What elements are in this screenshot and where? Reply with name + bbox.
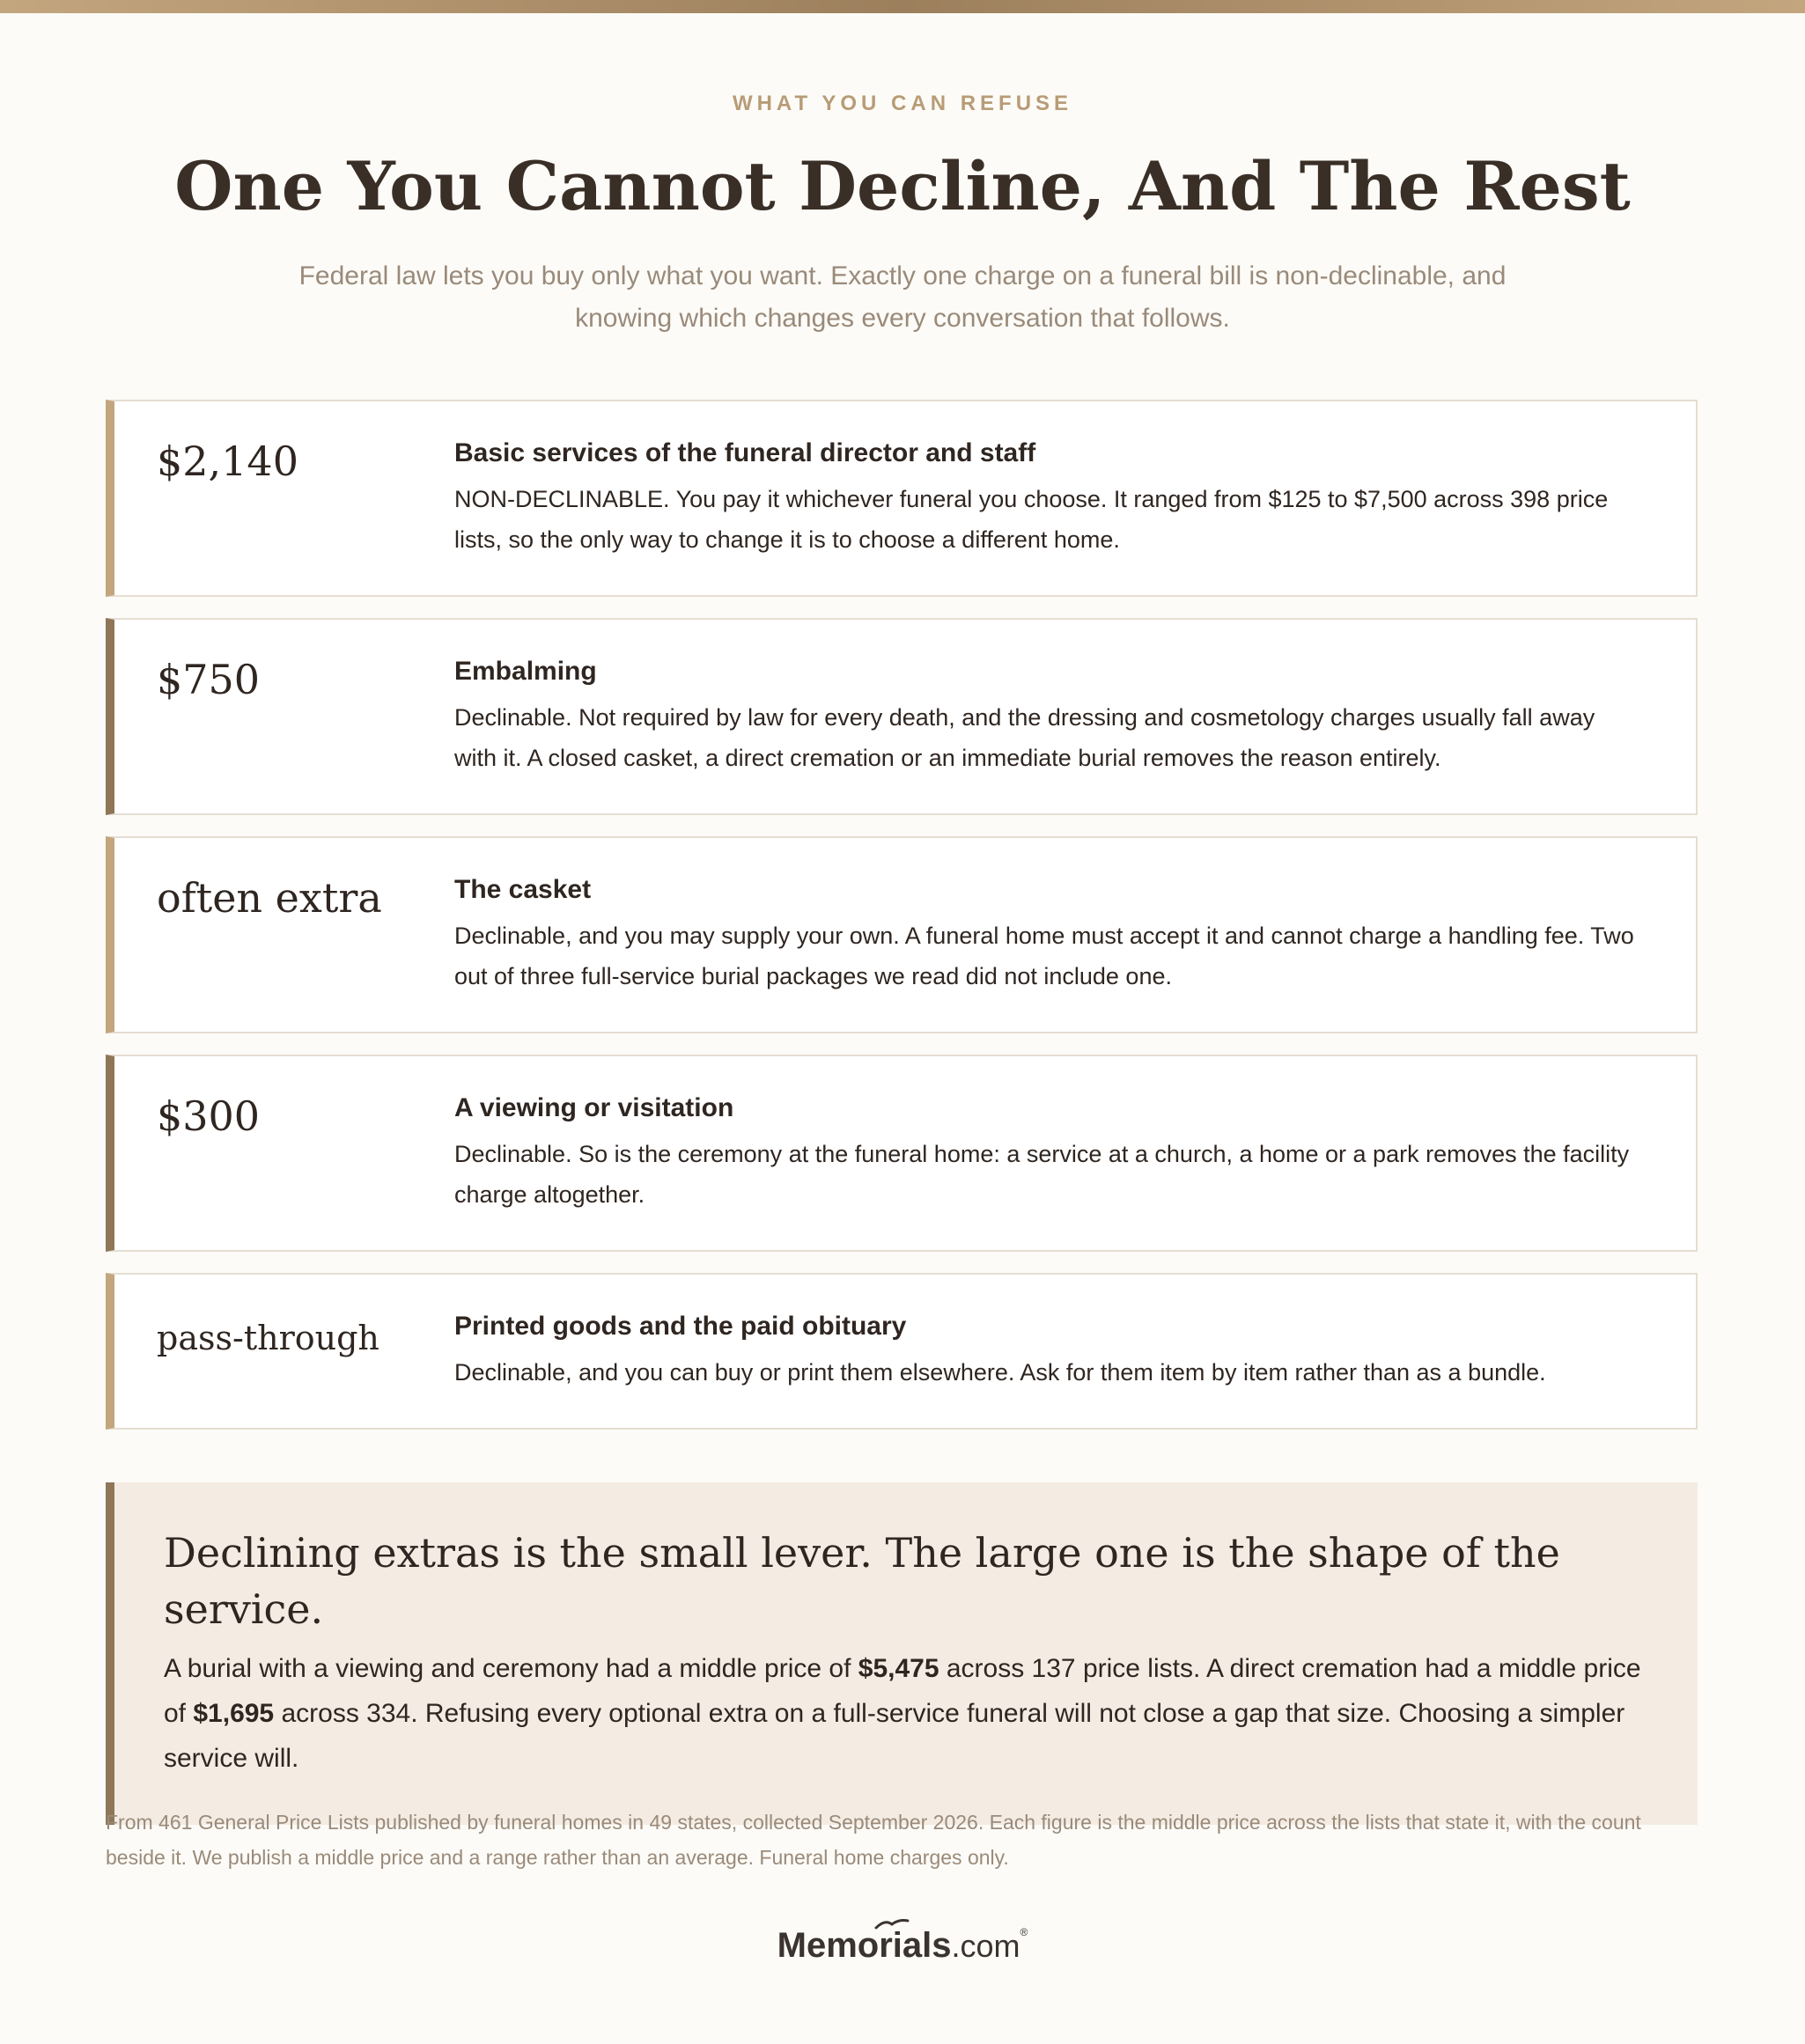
- charge-title: Printed goods and the paid obituary: [454, 1312, 907, 1341]
- charge-body: [454, 653, 1643, 778]
- eyebrow-label: WHAT YOU CAN REFUSE: [732, 92, 1073, 115]
- charge-description: Declinable. So is the ceremony at the funeral home: a service at a church, a home or a park removes the facility charge altogether.: [454, 1141, 1630, 1208]
- bird-icon: [874, 1917, 910, 1930]
- logo-brand-text: Memorials: [777, 1926, 952, 1965]
- charge-price: $300: [157, 1092, 261, 1140]
- callout-text-part: across 137 price lists. A direct cremation had a middle price of: [164, 1654, 1641, 1728]
- charge-price: $2,140: [157, 437, 298, 485]
- charge-body: [454, 1308, 1643, 1393]
- charge-price: $750: [157, 656, 261, 703]
- charge-item-viewing: [106, 1055, 1698, 1252]
- charge-item-basic-services: [106, 400, 1698, 597]
- memorials-logo[interactable]: [0, 1926, 1805, 1966]
- callout-box: [106, 1482, 1698, 1825]
- charge-list: [106, 400, 1698, 1451]
- callout-text-part: A burial with a viewing and ceremony had a middle price of: [164, 1654, 858, 1683]
- charge-description: Declinable. Not required by law for every death, and the dressing and cosmetology charges usually fall away with it. A closed casket, a direct cremation or an immediate burial removes the reason entirely.: [454, 704, 1595, 771]
- charge-description: Declinable, and you can buy or print them elsewhere. Ask for them item by item rather than as a bundle.: [454, 1359, 1546, 1386]
- charge-item-printed-goods: [106, 1273, 1698, 1430]
- charge-price: often extra: [157, 874, 382, 922]
- charge-body: [454, 435, 1643, 560]
- charge-title: The casket: [454, 875, 592, 904]
- source-footnote: From 461 General Price Lists published by funeral homes in 49 states, collected September 2026. Each figure is the middle price across the lists that state it, with the count beside it. We publish a middle price and a range rather than an average. Funeral home charges only.: [106, 1811, 1641, 1869]
- logo-suffix: .com: [951, 1928, 1020, 1964]
- callout-title: Declining extras is the small lever. The large one is the shape of the service.: [164, 1529, 1560, 1633]
- charge-item-casket: [106, 836, 1698, 1033]
- charge-description: Declinable, and you may supply your own. A funeral home must accept it and cannot charge a handling fee. Two out of three full-service burial packages we read did not include one.: [454, 923, 1634, 989]
- logo-brand: [777, 1926, 952, 1965]
- page-title: One You Cannot Decline, And The Rest: [174, 147, 1631, 225]
- callout-text: [164, 1646, 1645, 1781]
- charge-price: pass-through: [157, 1319, 379, 1357]
- charge-title: A viewing or visitation: [454, 1093, 734, 1122]
- burial-price: $5,475: [858, 1654, 939, 1683]
- logo-registered-mark: ®: [1020, 1926, 1028, 1938]
- cremation-price: $1,695: [193, 1699, 275, 1728]
- charge-title: Basic services of the funeral director and staff: [454, 438, 1036, 467]
- charge-body: [454, 1090, 1643, 1215]
- page-subtitle: Federal law lets you buy only what you want. Exactly one charge on a funeral bill is non-declinable, and knowing which changes every conversation that follows.: [298, 261, 1507, 333]
- top-accent-bar: [0, 0, 1805, 13]
- callout-text-part: across 334. Refusing every optional extra on a full-service funeral will not close a gap that size. Choosing a simpler service will.: [164, 1699, 1625, 1773]
- charge-item-embalming: [106, 618, 1698, 815]
- charge-description: NON-DECLINABLE. You pay it whichever funeral you choose. It ranged from $125 to $7,500 across 398 price lists, so the only way to change it is to choose a different home.: [454, 486, 1609, 553]
- charge-title: Embalming: [454, 657, 597, 686]
- charge-body: [454, 871, 1643, 996]
